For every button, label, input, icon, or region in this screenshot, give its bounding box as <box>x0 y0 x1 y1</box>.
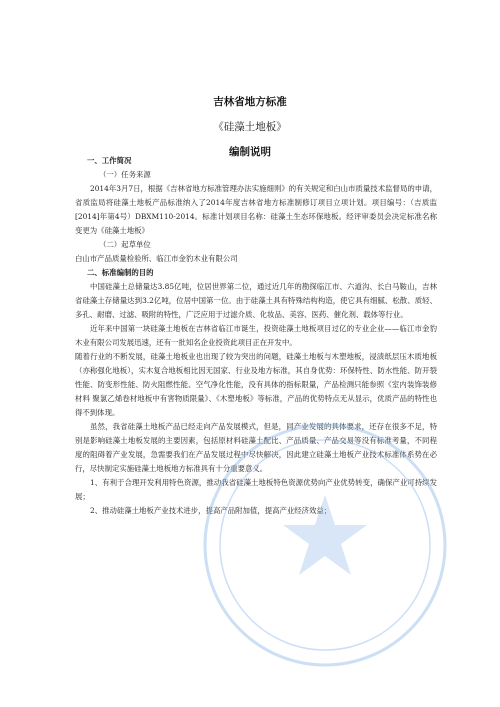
standard-name: 《硅藻土地板》 <box>213 121 287 133</box>
section-heading-purpose: 二、标准编制的目的 <box>87 268 154 277</box>
paragraph-problems: 随着行业的不断发展，硅藻土地板业也出现了较为突出的问题，硅藻土地板与木塑地板，浸渍纸层压木质地板（亦称强化地板），实木复合地板相比因无国家、行业及地方标准，其自身优势：环保特性、防水性能、防开裂性能、防变形性能、防火阻燃性能、空气净化性能，没有具体的指标限量，产品检测只能参照《室内装饰装修材料 聚氯乙烯卷材地板中有害物质限量》、《木塑地板》等标准，产品的优势特点无从显示，优质产品的特性也得不到体现。 <box>75 352 437 417</box>
paragraph-drafting-units: 白山市产品质量检验所、临江市金豹木业有限公司 <box>75 254 238 263</box>
document-body <box>75 154 437 518</box>
paragraph-reserves: 中国硅藻土总储量达3.85亿吨，位居世界第二位，通过近几年的勘探临江市、六道沟、长白马鞍山，吉林省硅藻土存储量达到3.2亿吨，位居中国第一位。由于硅藻土具有特殊结构构造，使它具有细腻、松散、质轻、多孔、耐磨、过滤、吸附的特性，广泛应用于过滤介质、化妆品、美容、医药、催化剂、载体等行业。 <box>75 282 437 319</box>
list-item-1: 1、有利于合理开发利用特色资源，推动我省硅藻土地板特色资源优势向产业优势转变，确保产业可持续发展； <box>75 478 437 501</box>
list-item-2: 2、推动硅藻土地板产业技术进步，提高产品附加值，提高产业经济效益； <box>90 506 332 515</box>
subsection-drafting-units: （二）起草单位 <box>99 240 151 249</box>
standard-title: 吉林省地方标准 <box>213 96 287 108</box>
explanation-title: 编制说明 <box>229 146 271 158</box>
section-heading-work-overview: 一、工作简况 <box>87 156 132 165</box>
paragraph-standard-need: 虽然，我省硅藻土地板产品已经走向产品发展模式，但是，同产业发展的具体要求，还存在很多不足，特别是影响硅藻土地板发展的主要因素，包括原材料硅藻土配比、产品质量、产品交易等没有标准考量，不同程度的阻碍着产业发展，急需要我们在产品发展过程中尽快解决，因此建立硅藻土地板产业技术标准体系势在必行，尽快制定实施硅藻土地板地方标准具有十分重要意义。 <box>75 422 437 473</box>
paragraph-first-floor: 近年来中国第一块硅藻土地板在吉林省临江市诞生，投资硅藻土地板项目过亿的专业企业——临江市金豹木业有限公司发展迅速，还有一批知名企业投资此项目正在开发中。 <box>75 324 437 347</box>
title-block <box>0 94 500 159</box>
subsection-task-source: （一）任务来源 <box>99 170 151 179</box>
paragraph-task-source: 2014年3月7日，根据《吉林省地方标准管理办法实施细则》的有关规定和白山市质量技术监督局的申请，省质监局将硅藻土地板产品标准纳入了2014年度吉林省地方标准制修订项目立项计划。项目编号：（吉质监[2014]年第4号）DBXM110-2014。标准计划项目名称：硅藻土生态环保地板。经评审委员会决定标准名称变更为《硅藻土地板》 <box>75 184 437 235</box>
